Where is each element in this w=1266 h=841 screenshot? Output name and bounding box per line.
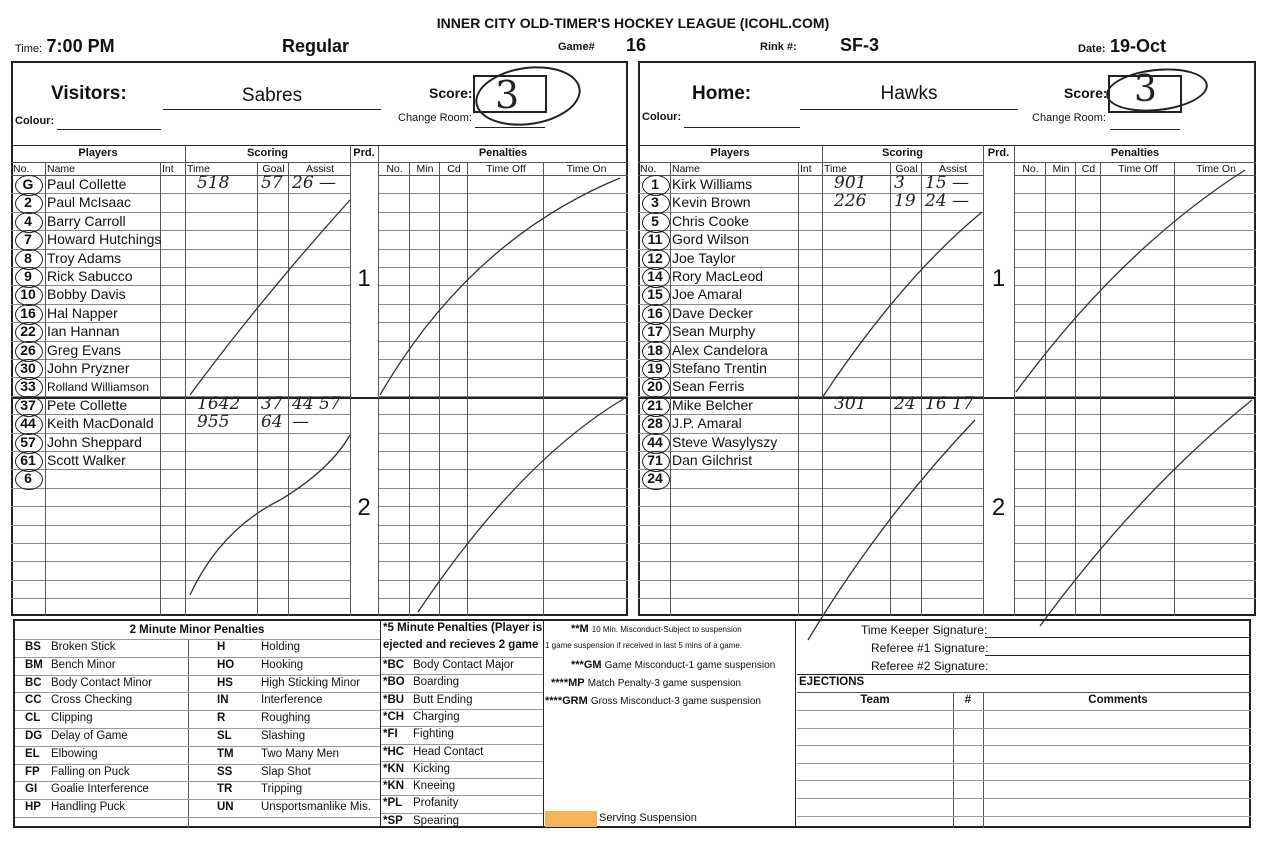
int-col-header: Int [800, 163, 812, 175]
ejections-col-1 [953, 692, 954, 828]
sig-divider [795, 621, 796, 828]
minor-penalty-desc: Goalie Interference [51, 783, 149, 796]
scoring-assist[interactable]: 24 — [925, 191, 970, 212]
major-penalty-code: *SP [383, 814, 403, 827]
player-number[interactable]: 16 [647, 304, 663, 321]
minor-penalty-code: BS [25, 641, 41, 653]
time-value: 7:00 PM [46, 36, 115, 56]
timekeeper-signature-label: Time Keeper Signature: [861, 623, 988, 637]
home-change-room-label: Change Room: [1032, 112, 1106, 124]
scoring-time[interactable]: 518 [197, 173, 230, 193]
mp-desc: Match Penalty-3 game suspension [587, 678, 742, 689]
referee1-signature-label: Referee #1 Signature: [871, 641, 989, 655]
major-penalty-code: *HC [383, 745, 405, 758]
period-1-label: 1 [991, 265, 1006, 292]
ejections-title: EJECTIONS [799, 676, 865, 688]
scoring-time[interactable]: 301 [834, 393, 867, 414]
home-label: Home: [692, 83, 752, 104]
timekeeper-signature-line[interactable] [985, 637, 1251, 638]
ejections-col-2 [983, 692, 984, 828]
player-name[interactable]: Greg Evans [47, 341, 121, 358]
major-penalty-desc: Profanity [413, 797, 459, 810]
minor-penalty-code: FP [25, 765, 40, 778]
rink-label: Rink #: [760, 41, 797, 53]
minor-row-line [15, 710, 380, 711]
minor-penalty-desc: Holding [261, 641, 300, 653]
name-col-header: Name [672, 163, 701, 175]
player-number[interactable]: 15 [647, 286, 663, 303]
ejection-row-line[interactable] [797, 710, 1251, 711]
major-row-line [381, 813, 543, 814]
player-number[interactable]: 4 [24, 212, 32, 229]
player-number[interactable]: 22 [20, 323, 36, 340]
player-number[interactable]: 71 [647, 452, 663, 468]
visitors-colour-label: Colour: [15, 115, 55, 127]
player-number[interactable]: 17 [647, 323, 663, 340]
player-name[interactable]: Pete Collette [47, 396, 128, 413]
minor-row-line [15, 817, 380, 818]
m-desc: 10 Min. Misconduct-Subject to suspension [591, 625, 742, 634]
ejection-row-line[interactable] [797, 798, 1251, 799]
date-label: Date: [1078, 43, 1106, 55]
player-name[interactable]: Scott Walker [47, 452, 126, 468]
minor-penalty-desc: Bench Minor [51, 658, 116, 671]
player-number[interactable]: 14 [647, 268, 663, 284]
cd-col-header: Cd [1081, 163, 1096, 175]
player-name[interactable]: Kirk Williams [672, 176, 753, 192]
player-number[interactable]: 7 [24, 231, 32, 248]
home-team-name[interactable]: Hawks [800, 83, 1018, 110]
player-number[interactable]: 6 [24, 470, 32, 487]
major-row-line [381, 744, 543, 745]
misc-divider [543, 621, 544, 828]
game-number: 16 [626, 35, 647, 55]
visitors-scoring-strike-2 [190, 435, 350, 595]
period-1-label: 1 [357, 265, 371, 292]
major-row-line [381, 657, 543, 658]
minor-penalty-desc: Tripping [261, 783, 303, 796]
major-penalty-code: *PL [383, 797, 403, 810]
player-number[interactable]: 44 [647, 433, 663, 450]
player-name[interactable]: Howard Hutchings [47, 231, 162, 248]
major-penalty-desc: Butt Ending [413, 693, 473, 706]
player-name[interactable]: Gord Wilson [672, 231, 750, 248]
rink-value: SF-3 [840, 35, 880, 55]
visitors-score-value: 3 [495, 73, 520, 117]
home-score-label: Score: [1064, 85, 1108, 101]
major-penalty-code: *BC [383, 659, 405, 671]
minor-penalty-code: H [217, 641, 226, 653]
minor-penalty-desc: Delay of Game [51, 730, 128, 742]
goal-col-header: Goal [262, 163, 285, 175]
minor-penalty-desc: Cross Checking [51, 694, 133, 707]
minor-penalty-desc: Hooking [261, 658, 304, 671]
visitors-team-name[interactable]: Sabres [163, 85, 381, 110]
scoring-time[interactable]: 955 [197, 412, 230, 433]
player-number[interactable]: 30 [20, 360, 36, 376]
major-row-line [381, 761, 543, 762]
scoring-assist[interactable]: 15 — [925, 173, 970, 193]
scoring-header: Scoring [247, 147, 288, 159]
minor-penalty-desc: Broken Stick [51, 641, 116, 653]
major-divider [380, 621, 381, 828]
min-col-header: Min [1052, 163, 1070, 175]
minor-penalty-code: HS [217, 676, 233, 689]
assist-col-header: Assist [938, 163, 967, 175]
no-col-header: No. [13, 163, 30, 175]
player-name[interactable]: Chris Cooke [672, 212, 750, 229]
minor-penalty-code: IN [217, 694, 229, 707]
player-name[interactable]: Keith MacDonald [47, 415, 154, 432]
player-number[interactable]: 10 [20, 286, 36, 303]
minor-penalty-desc: Slap Shot [261, 765, 311, 778]
player-number[interactable]: 2 [24, 194, 32, 211]
player-number[interactable]: 20 [647, 378, 663, 395]
player-name[interactable]: Rory MacLeod [672, 268, 764, 284]
major-title-1: *5 Minute Penalties (Player is [383, 622, 543, 634]
minor-penalty-code: TM [217, 747, 234, 760]
minor-penalty-code: EL [25, 747, 40, 760]
player-number[interactable]: 18 [647, 341, 663, 358]
player-number[interactable]: 9 [24, 268, 32, 284]
grm-desc: Gross Misconduct-3 game suspension [590, 696, 761, 707]
minor-penalty-code: UN [217, 801, 234, 814]
minor-penalty-desc: Elbowing [51, 747, 98, 760]
league-title: INNER CITY OLD-TIMER'S HOCKEY LEAGUE (ICOHL.COM) [436, 15, 830, 31]
player-name[interactable]: Rolland Williamson [47, 380, 150, 395]
major-penalty-desc: Boarding [413, 676, 460, 689]
player-name[interactable]: Ian Hannan [47, 323, 120, 340]
visitors-penalty-strike-1 [380, 178, 620, 395]
grm-code: ****GRM [545, 695, 588, 707]
player-number[interactable]: 8 [24, 249, 32, 266]
major-penalty-code: *KN [383, 780, 405, 793]
time-col-header: Time [187, 163, 210, 175]
minor-penalty-desc: Unsportsmanlike Mis. [261, 801, 371, 814]
scoring-goal[interactable]: 37 [261, 393, 283, 414]
major-row-line [381, 726, 543, 727]
major-penalty-desc: Body Contact Major [413, 659, 514, 671]
major-penalty-code: *BU [383, 693, 405, 706]
major-penalty-desc: Kneeing [413, 780, 456, 793]
player-number[interactable]: 11 [647, 231, 663, 248]
major-row-line [381, 692, 543, 693]
minor-penalty-code: SS [217, 765, 233, 778]
player-name[interactable]: Joe Taylor [672, 249, 736, 266]
player-number[interactable]: 57 [20, 433, 36, 450]
misconduct-m [571, 623, 742, 635]
player-number[interactable]: 33 [20, 378, 36, 395]
scoring-time[interactable]: 226 [834, 191, 867, 212]
gm-code: ***GM [571, 659, 602, 671]
game-label: Game# [558, 41, 595, 53]
minor-row-line [15, 728, 380, 729]
player-name[interactable]: Stefano Trentin [672, 360, 767, 376]
minor-row-line [15, 657, 380, 658]
time-off-col-header: Time Off [1118, 163, 1158, 175]
date-value: 19-Oct [1109, 36, 1166, 56]
min-col-header: Min [416, 163, 434, 175]
prd-header: Prd. [987, 147, 1010, 159]
visitors-penalty-strike-2 [418, 398, 625, 612]
minor-penalty-desc: Body Contact Minor [51, 676, 152, 689]
scoring-goal[interactable]: 57 [261, 173, 283, 193]
major-penalty-code: *CH [383, 710, 405, 723]
major-penalty-code: *FI [383, 728, 398, 741]
player-number[interactable]: 21 [647, 396, 663, 413]
referee1-signature-line[interactable] [985, 655, 1251, 656]
int-col-header: Int [162, 163, 174, 175]
player-number[interactable]: 37 [20, 396, 36, 413]
player-name[interactable]: Hal Napper [47, 304, 118, 321]
player-name[interactable]: Rick Sabucco [47, 268, 133, 284]
player-name[interactable]: Kevin Brown [672, 194, 751, 211]
serving-suspension-swatch [545, 811, 597, 827]
minor-row-line [15, 799, 380, 800]
major-penalty-code: *KN [383, 762, 405, 775]
major-row-line [381, 709, 543, 710]
minor-penalty-desc: Handling Puck [51, 801, 126, 814]
minor-penalty-code: TR [217, 783, 233, 796]
scoring-goal[interactable]: 64 [261, 412, 283, 433]
player-name[interactable]: Alex Candelora [672, 341, 768, 358]
time-col-header: Time [824, 163, 847, 175]
ejection-row-line[interactable] [797, 816, 1251, 817]
minor-penalty-code: DG [25, 730, 43, 742]
minor-row-line [15, 746, 380, 747]
scoring-time[interactable]: 1642 [197, 393, 241, 414]
scoring-goal[interactable]: 24 [894, 393, 916, 414]
ejections-team-header: Team [860, 694, 890, 706]
minor-penalty-code: R [217, 712, 226, 725]
penalty-legend [13, 619, 1251, 828]
gm-desc: Game Misconduct-1 game suspension [604, 660, 776, 671]
time-on-col-header: Time On [566, 163, 607, 175]
player-name[interactable]: J.P. Amaral [672, 415, 742, 432]
major-row-line [381, 674, 543, 675]
player-name[interactable]: Dave Decker [672, 304, 753, 321]
prd-header: Prd. [353, 147, 375, 159]
minor-penalty-code: SL [217, 730, 232, 742]
minor-penalty-code: GI [25, 783, 38, 796]
minor-penalty-desc: High Sticking Minor [261, 676, 361, 689]
major-penalty-desc: Spearing [413, 814, 460, 827]
scoring-assist[interactable]: — [292, 412, 309, 433]
major-penalty-desc: Kicking [413, 762, 451, 775]
player-number[interactable]: 19 [647, 360, 663, 376]
minor-penalty-code: BC [25, 676, 42, 689]
game-type: Regular [282, 36, 350, 56]
minor-penalty-desc: Clipping [51, 712, 93, 725]
serving-suspension-label: Serving Suspension [599, 812, 697, 824]
player-number[interactable]: G [22, 176, 34, 192]
minor-penalty-desc: Interference [261, 694, 323, 707]
home-penalty-strike-1 [1016, 170, 1245, 392]
player-number[interactable]: 61 [20, 452, 36, 468]
ejections-divider [797, 692, 1251, 693]
minor-penalty-code: BM [25, 658, 43, 671]
ejection-row-line[interactable] [797, 780, 1251, 781]
player-number[interactable]: 16 [20, 304, 36, 321]
scoring-assist[interactable]: 26 — [292, 173, 337, 193]
visitors-score-label: Score: [429, 85, 473, 101]
major-penalty-desc: Charging [413, 710, 460, 723]
minor-penalty-code: HP [25, 801, 41, 814]
player-name[interactable]: Troy Adams [47, 249, 122, 266]
minor-penalty-desc: Slashing [261, 730, 306, 742]
scoring-assist[interactable]: 44 57 [292, 393, 341, 414]
penalties-header: Penalties [478, 147, 528, 159]
player-number[interactable]: 28 [647, 415, 663, 432]
player-number[interactable]: 44 [20, 415, 36, 432]
visitors-scoring-strike-1 [190, 200, 350, 395]
goal-col-header: Goal [895, 163, 918, 175]
major-penalty-desc: Fighting [413, 728, 454, 741]
player-number[interactable]: 26 [20, 341, 36, 358]
players-header: Players [78, 147, 118, 159]
minor-title: 2 Minute Minor Penalties [15, 621, 379, 640]
player-name[interactable]: Sean Ferris [672, 378, 745, 395]
player-name[interactable]: Sean Murphy [672, 323, 756, 340]
minor-penalty-code: CC [25, 694, 42, 707]
assist-col-header: Assist [305, 163, 334, 175]
misconduct-grm [545, 695, 761, 707]
home-scoring-strike-2 [808, 420, 975, 640]
visitors-label: Visitors: [51, 83, 127, 104]
ejections-number-header: # [964, 694, 972, 706]
major-title-2: ejected and recieves 2 game [383, 639, 539, 651]
minor-row-line [15, 675, 380, 676]
no-col-header: No. [640, 163, 657, 175]
player-number[interactable]: 3 [651, 194, 659, 211]
minor-row-line [15, 781, 380, 782]
major-penalty-desc: Head Contact [413, 745, 484, 758]
player-name[interactable]: John Pryzner [47, 360, 130, 376]
player-name[interactable]: Barry Carroll [47, 212, 126, 229]
player-name[interactable]: Paul McIsaac [47, 194, 132, 211]
home-colour-label: Colour: [642, 111, 682, 123]
misconduct-mp [551, 677, 741, 689]
minor-penalty-code: HO [217, 658, 235, 671]
pen-no-col-header: No. [386, 163, 403, 175]
major-row-line [381, 778, 543, 779]
scoring-goal[interactable]: 3 [894, 173, 905, 193]
minor-row-line [15, 764, 380, 765]
minor-row-line [15, 692, 380, 693]
misconduct-gm [571, 659, 775, 671]
ejection-row-line[interactable] [797, 728, 1251, 729]
player-name[interactable]: Mike Belcher [672, 396, 753, 413]
player-number[interactable]: 24 [647, 470, 663, 487]
scoring-assist[interactable]: 16 17 [925, 393, 974, 414]
minor-penalty-desc: Roughing [261, 712, 311, 725]
player-name[interactable]: Bobby Davis [47, 286, 126, 303]
player-number[interactable]: 5 [651, 212, 659, 229]
ejection-row-line[interactable] [797, 745, 1251, 746]
referee2-signature-label: Referee #2 Signature: [871, 659, 989, 673]
ejections-comments-header: Comments [1088, 694, 1148, 706]
home-penalty-strike-2 [1040, 400, 1252, 626]
player-name[interactable]: Dan Gilchrist [672, 452, 753, 468]
home-scoring-strike-1 [822, 212, 982, 398]
major-row-line [381, 795, 543, 796]
time-off-col-header: Time Off [486, 163, 526, 175]
major-penalty-code: *BO [383, 676, 405, 689]
minor-row-line [15, 639, 380, 640]
mp-code: ****MP [551, 677, 585, 689]
player-name[interactable]: John Sheppard [47, 433, 142, 450]
player-name[interactable]: Joe Amaral [672, 286, 743, 303]
player-name[interactable]: Steve Wasylyszy [672, 433, 778, 450]
period-2-label: 2 [991, 494, 1006, 521]
time-label: Time: [15, 43, 43, 55]
player-number[interactable]: 12 [647, 249, 663, 266]
penalties-header: Penalties [1110, 147, 1160, 159]
scoring-header: Scoring [882, 147, 923, 159]
scoring-goal[interactable]: 19 [894, 191, 916, 212]
time-on-col-header: Time On [1196, 163, 1236, 175]
m-code: **M [571, 623, 589, 635]
home-score-value: 3 [1134, 69, 1157, 110]
minor-penalty-desc: Two Many Men [261, 747, 339, 760]
period-2-label: 2 [357, 494, 371, 521]
minor-penalty-code: CL [25, 712, 41, 725]
player-name[interactable]: Paul Collette [47, 176, 127, 192]
minor-penalty-desc: Falling on Puck [51, 765, 130, 778]
name-col-header: Name [47, 163, 76, 175]
m-note: 1 game suspension if received in last 5 mins of a game. [545, 641, 742, 650]
visitors-change-room-label: Change Room: [398, 112, 472, 124]
scoring-time[interactable]: 901 [834, 173, 867, 193]
players-header: Players [710, 147, 750, 159]
referee2-signature-line[interactable] [797, 674, 1251, 675]
pen-no-col-header: No. [1022, 163, 1039, 175]
player-number[interactable]: 1 [651, 176, 659, 192]
ejection-row-line[interactable] [797, 763, 1251, 764]
cd-col-header: Cd [447, 163, 461, 175]
